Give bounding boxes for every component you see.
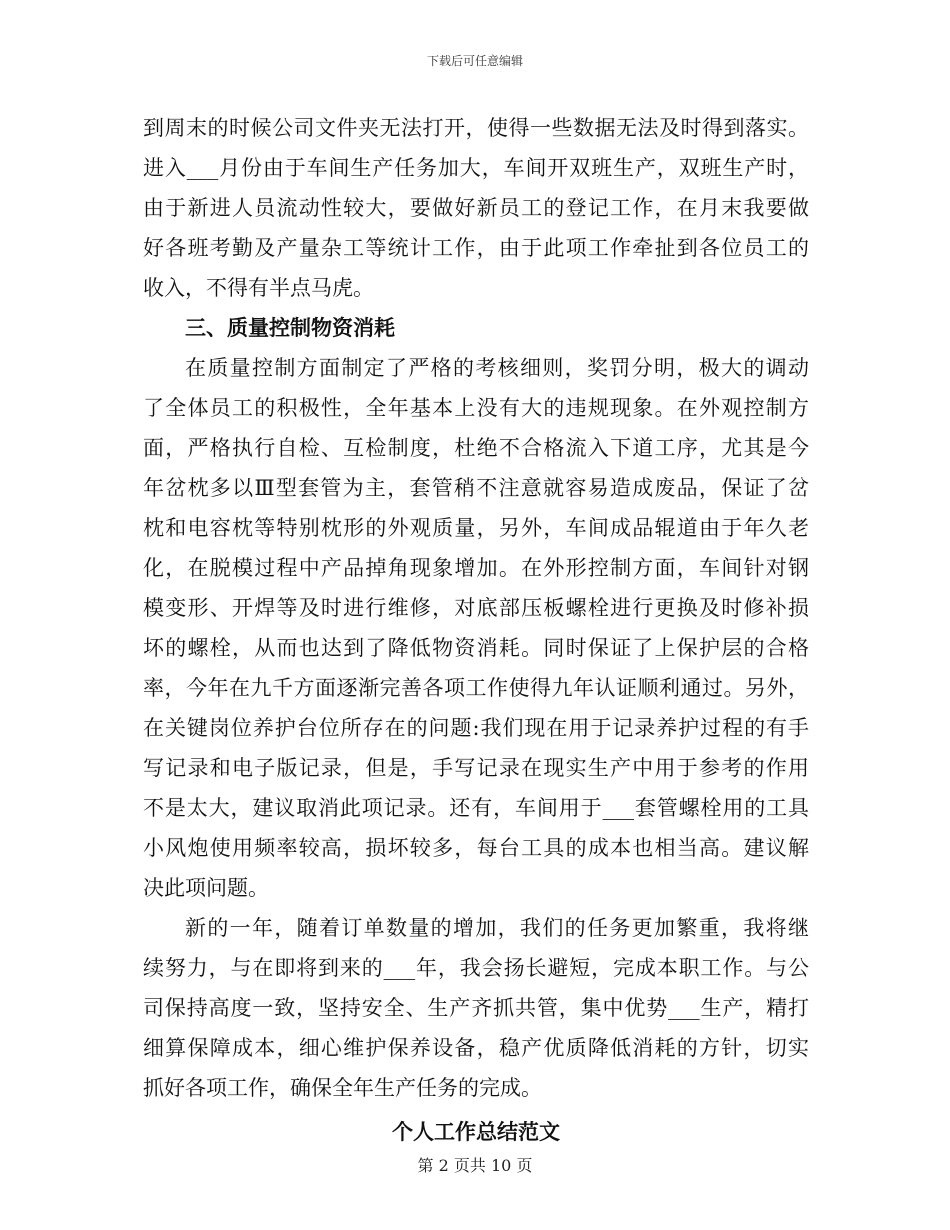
paragraph-1 — [143, 108, 809, 308]
text-line: 枕和电容枕等特别枕形的外观质量，另外，车间成品辊道由于年久老 — [143, 516, 809, 540]
section-heading: 三、质量控制物资消耗 — [185, 315, 395, 340]
text-line: 写记录和电子版记录，但是，手写记录在现实生产中用于参考的作用 — [143, 756, 809, 780]
text-line: 抓好各项工作，确保全年生产任务的完成。 — [143, 1076, 542, 1100]
text-line: 进入___月份由于车间生产任务加大，车间开双班生产，双班生产时， — [143, 156, 809, 180]
text-line: 在质量控制方面制定了严格的考核细则，奖罚分明，极大的调动 — [185, 356, 809, 380]
text-line: 收入，不得有半点马虎。 — [143, 276, 374, 300]
text-line: 决此项问题。 — [143, 876, 269, 900]
document-title: 个人工作总结范文 — [392, 1119, 560, 1144]
text-line: 不是太大，建议取消此项记录。还有，车间用于___套管螺栓用的工具 — [143, 796, 809, 820]
text-line: 年岔枕多以Ⅲ型套管为主，套管稍不注意就容易造成废品，保证了岔 — [143, 476, 809, 500]
page-header: 下载后可任意编辑 — [426, 54, 523, 68]
paragraph-2 — [143, 348, 809, 908]
text-line: 在关键岗位养护台位所存在的问题:我们现在用于记录养护过程的有手 — [143, 716, 809, 740]
text-line: 模变形、开焊等及时进行维修，对底部压板螺栓进行更换及时修补损 — [143, 596, 809, 620]
text-line: 了全体员工的积极性，全年基本上没有大的违规现象。在外观控制方 — [143, 396, 809, 420]
text-line: 化，在脱模过程中产品掉角现象增加。在外形控制方面，车间针对钢 — [143, 556, 809, 580]
text-line: 面，严格执行自检、互检制度，杜绝不合格流入下道工序，尤其是今 — [143, 436, 809, 460]
document-body — [143, 108, 809, 1152]
text-line: 坏的螺栓，从而也达到了降低物资消耗。同时保证了上保护层的合格 — [143, 636, 809, 660]
text-line: 细算保障成本，细心维护保养设备，稳产优质降低消耗的方针，切实 — [143, 1036, 809, 1060]
text-line: 由于新进人员流动性较大，要做好新员工的登记工作，在月末我要做 — [143, 196, 809, 220]
text-line: 好各班考勤及产量杂工等统计工作，由于此项工作牵扯到各位员工的 — [143, 236, 809, 260]
text-line: 小风炮使用频率较高，损坏较多，每台工具的成本也相当高。建议解 — [143, 836, 809, 860]
text-line: 续努力，与在即将到来的___年，我会扬长避短，完成本职工作。与公 — [143, 956, 809, 980]
text-line: 司保持高度一致，坚持安全、生产齐抓共管，集中优势___生产，精打 — [143, 996, 809, 1020]
paragraph-3 — [143, 908, 809, 1108]
page-number: 第 2 页共 10 页 — [417, 1156, 533, 1175]
text-line: 率，今年在九千方面逐渐完善各项工作使得九年认证顺利通过。另外， — [143, 676, 809, 700]
text-line: 到周末的时候公司文件夹无法打开，使得一些数据无法及时得到落实。 — [143, 116, 809, 140]
text-line: 新的一年，随着订单数量的增加，我们的任务更加繁重，我将继 — [185, 916, 809, 940]
